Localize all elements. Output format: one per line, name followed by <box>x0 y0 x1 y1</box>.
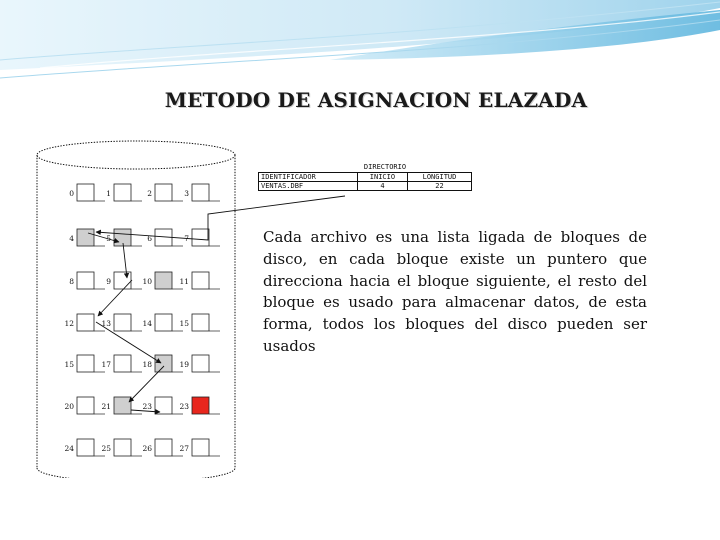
disk-block-label: 15 <box>64 360 74 369</box>
disk-block-label: 10 <box>142 277 152 286</box>
disk-block-13 <box>101 314 142 331</box>
disk-block-label: 3 <box>184 189 189 198</box>
disk-block-15 <box>179 314 220 331</box>
disk-block-box <box>155 314 172 331</box>
disk-block-box <box>155 355 172 372</box>
disk-block-23 <box>179 397 220 414</box>
disk-block-label: 15 <box>179 319 189 328</box>
disk-block-box <box>114 439 131 456</box>
disk-block-box <box>77 439 94 456</box>
disk-block-label: 23 <box>179 402 189 411</box>
disk-block-label: 27 <box>179 444 189 453</box>
disk-block-10 <box>142 272 183 289</box>
cell-longitud: 22 <box>407 182 471 191</box>
disk-block-box <box>114 355 131 372</box>
disk-block-label: 18 <box>142 360 152 369</box>
directory-table <box>258 163 472 191</box>
disk-top-ellipse <box>37 141 235 169</box>
disk-block-box <box>192 229 209 246</box>
disk-block-label: 26 <box>142 444 152 453</box>
disk-block-label: 25 <box>101 444 111 453</box>
header-identificador: IDENTIFICADOR <box>259 173 358 182</box>
disk-block-label: 1 <box>106 189 111 198</box>
slide-title: METODO DE ASIGNACION ELAZADA <box>164 88 588 112</box>
directory-header-row <box>259 173 472 182</box>
disk-block-box <box>155 229 172 246</box>
disk-block-label: 19 <box>179 360 189 369</box>
disk-block-box <box>192 355 209 372</box>
disk-block-label: 5 <box>106 234 111 243</box>
disk-block-label: 7 <box>184 234 189 243</box>
disk-block-20 <box>64 397 105 414</box>
disk-block-box <box>114 397 131 414</box>
disk-block-box <box>77 355 94 372</box>
disk-block-0 <box>69 184 105 201</box>
disk-block-box <box>192 439 209 456</box>
disk-block-label: 11 <box>179 277 189 286</box>
disk-block-19 <box>179 355 220 372</box>
disk-block-22 <box>142 397 183 414</box>
disk-block-label: 21 <box>101 402 111 411</box>
disk-block-11 <box>179 272 220 289</box>
disk-block-5 <box>106 229 142 246</box>
directory-grid <box>258 172 472 191</box>
disk-block-26 <box>142 439 183 456</box>
disk-block-box <box>155 397 172 414</box>
disk-block-label: 20 <box>64 402 74 411</box>
disk-block-box <box>77 229 94 246</box>
disk-block-box <box>192 397 209 414</box>
header-inicio: INICIO <box>357 173 407 182</box>
disk-block-12 <box>64 314 105 331</box>
disk-block-2 <box>147 184 183 201</box>
disk-block-box <box>77 314 94 331</box>
disk-block-label: 13 <box>101 319 111 328</box>
disk-block-25 <box>101 439 142 456</box>
disk-block-7 <box>184 229 220 246</box>
disk-block-16 <box>64 355 105 372</box>
disk-block-label: 8 <box>69 277 74 286</box>
directory-title: DIRECTORIO <box>363 163 407 171</box>
header-longitud: LONGITUD <box>407 173 471 182</box>
disk-block-4 <box>69 229 105 246</box>
disk-block-17 <box>101 355 142 372</box>
disk-block-label: 4 <box>69 234 74 243</box>
disk-block-24 <box>64 439 105 456</box>
cell-identificador: VENTAS.DBF <box>259 182 358 191</box>
disk-block-box <box>77 397 94 414</box>
disk-block-label: 24 <box>64 444 74 453</box>
disk-block-label: 12 <box>64 319 74 328</box>
disk-block-3 <box>184 184 220 201</box>
disk-diagram <box>34 138 238 478</box>
disk-block-6 <box>147 229 183 246</box>
header-swoosh-decoration <box>0 0 720 100</box>
cell-inicio: 4 <box>357 182 407 191</box>
disk-block-box <box>155 184 172 201</box>
disk-bottom-arc <box>37 468 235 478</box>
disk-block-box <box>77 184 94 201</box>
disk-block-box <box>155 272 172 289</box>
disk-block-box <box>155 439 172 456</box>
disk-block-label: 17 <box>101 360 111 369</box>
disk-block-box <box>114 184 131 201</box>
disk-block-1 <box>106 184 142 201</box>
disk-block-box <box>192 184 209 201</box>
disk-block-label: 2 <box>147 189 152 198</box>
disk-block-27 <box>179 439 220 456</box>
disk-block-14 <box>142 314 183 331</box>
disk-block-box <box>114 229 131 246</box>
disk-block-8 <box>69 272 105 289</box>
disk-block-box <box>114 314 131 331</box>
disk-block-box <box>77 272 94 289</box>
disk-block-21 <box>101 397 142 414</box>
disk-block-box <box>192 272 209 289</box>
disk-block-label: 6 <box>147 234 152 243</box>
disk-block-label: 9 <box>106 277 111 286</box>
disk-block-18 <box>142 355 183 372</box>
disk-block-box <box>192 314 209 331</box>
disk-block-box <box>114 272 131 289</box>
disk-block-label: 0 <box>69 189 74 198</box>
disk-block-label: 14 <box>142 319 152 328</box>
disk-block-9 <box>106 272 142 289</box>
directory-data-row <box>259 182 472 191</box>
description-text: Cada archivo es una lista ligada de bloques de disco, en cada bloque existe un puntero que direcciona hacia el bloque siguiente, el resto del bloque es usado para almacenar datos, de esta forma, todos los bloques del disco pueden ser usados <box>263 228 647 355</box>
disk-block-label: 23 <box>142 402 152 411</box>
